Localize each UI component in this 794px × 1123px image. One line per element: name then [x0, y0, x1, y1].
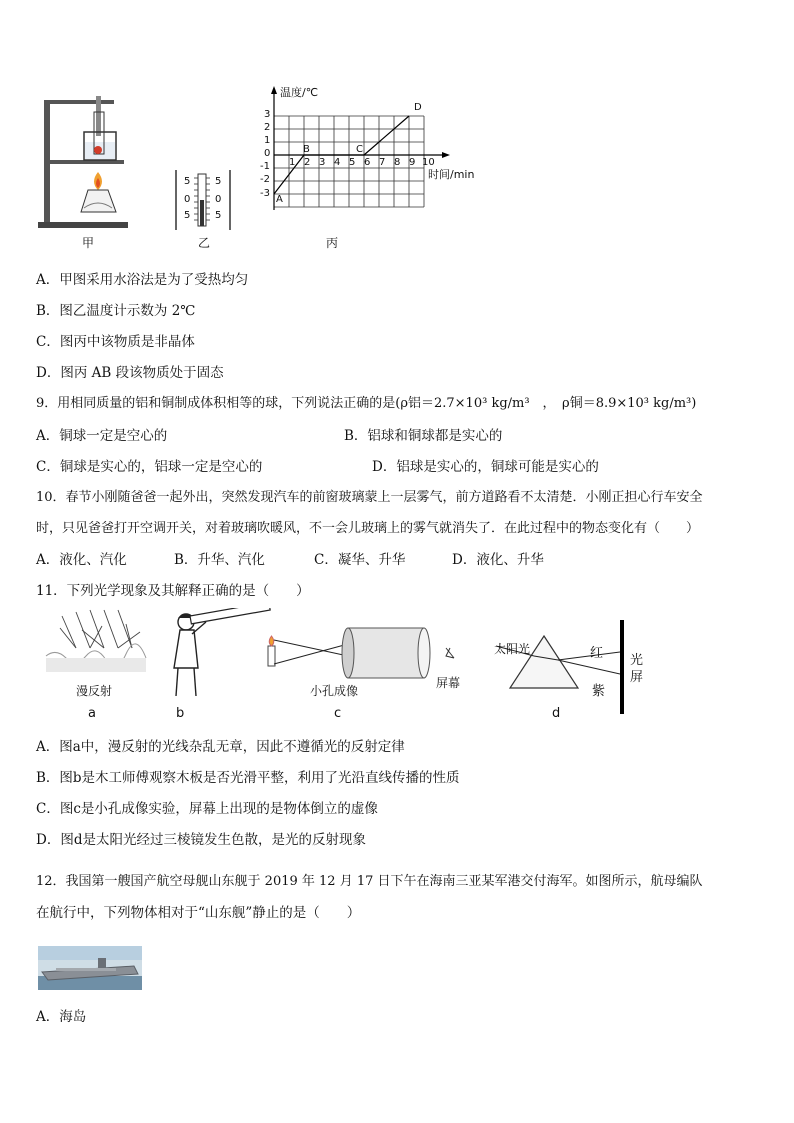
q9-option-d: D．铝球是实心的，铜球可能是实心的 — [372, 459, 599, 475]
fig-b-label: b — [176, 706, 185, 721]
q9-option-b: B．铝球和铜球都是实心的 — [344, 428, 503, 444]
y-tick-label: 3 — [264, 109, 271, 120]
q10-option-d: D．液化、升华 — [452, 552, 544, 568]
water-bath-apparatus-illustration — [36, 82, 136, 232]
x-tick-label: 3 — [319, 157, 326, 168]
thermo-left-label: 5 — [184, 176, 191, 187]
fig-d-purple-label: 紫 — [592, 684, 606, 699]
fig-c-screen-label: 屏幕 — [436, 676, 461, 690]
carpenter-sighting-illustration — [164, 608, 274, 698]
thermo-right-label: 5 — [215, 176, 222, 187]
fig-d-screen-label: 光屏 — [630, 653, 644, 685]
x-tick-label: 5 — [349, 157, 356, 168]
thermo-left-label: 5 — [184, 210, 191, 221]
diffuse-reflection-illustration — [42, 608, 152, 678]
q10-stem-line2: 时，只见爸爸打开空调开关，对着玻璃吹暖风，不一会儿玻璃上的雾气就消失了．在此过程中的物态变化有（ ） — [36, 521, 700, 536]
x-tick-label: 9 — [409, 157, 416, 168]
q9-stem: 9．用相同质量的铝和铜制成体积相等的球，下列说法正确的是(ρ铝＝2.7×10³ kg/m³ ， ρ铜＝8.9×10³ kg/m³) — [36, 396, 697, 411]
thermo-left-label: 0 — [184, 194, 191, 205]
figure-8 — [36, 82, 486, 252]
figure-11 — [36, 608, 644, 726]
x-tick-label: 10 — [422, 157, 435, 168]
q9-option-a: A．铜球一定是空心的 — [36, 428, 168, 444]
fig-a-label: a — [88, 706, 96, 721]
y-tick-label: -1 — [260, 161, 270, 172]
x-tick-label: 4 — [334, 157, 341, 168]
point-label-a: A — [276, 194, 283, 205]
figure-label-yi: 乙 — [198, 236, 211, 250]
q10-option-b: B．升华、汽化 — [174, 552, 265, 568]
q11-option-d: D．图d是太阳光经过三棱镜发生色散，是光的反射现象 — [36, 832, 366, 848]
q11-option-b: B．图b是木工师傅观察木板是否光滑平整，利用了光沿直线传播的性质 — [36, 770, 460, 786]
fig-d-label: d — [552, 706, 561, 721]
point-label-d: D — [414, 102, 422, 113]
thermometer-illustration — [172, 170, 232, 232]
q8-option-b: B．图乙温度计示数为 2℃ — [36, 303, 196, 319]
q8-option-c: C．图丙中该物质是非晶体 — [36, 334, 195, 350]
thermo-right-label: 5 — [215, 210, 222, 221]
fig-c-caption: 小孔成像 — [310, 684, 359, 698]
figure-label-jia: 甲 — [82, 236, 95, 250]
x-tick-label: 8 — [394, 157, 401, 168]
q12-stem-line1: 12．我国第一艘国产航空母舰山东舰于 2019 年 12 月 17 日下午在海南三亚某军港交付海军。如图所示，航母编队 — [36, 874, 703, 889]
x-tick-label: 7 — [379, 157, 386, 168]
aircraft-carrier-photo — [38, 946, 142, 990]
y-tick-label: 1 — [264, 135, 271, 146]
fig-d-red-label: 红 — [590, 646, 604, 661]
q9-option-c: C．铜球是实心的，铝球一定是空心的 — [36, 459, 263, 475]
q10-stem-line1: 10．春节小刚随爸爸一起外出，突然发现汽车的前窗玻璃蒙上一层雾气，前方道路看不太清楚．小刚正担心行车安全 — [36, 490, 703, 505]
graph-xlabel: 时间/min — [428, 168, 475, 181]
q8-option-a: A．甲图采用水浴法是为了受热均匀 — [36, 272, 249, 288]
fig-d-sunlight-label: 太阳光 — [494, 642, 531, 656]
q11-option-c: C．图c是小孔成像实验，屏幕上出现的是物体倒立的虚像 — [36, 801, 378, 817]
q8-option-d: D．图丙 AB 段该物质处于固态 — [36, 365, 224, 381]
prism-dispersion-illustration — [492, 618, 632, 716]
y-tick-label: -2 — [260, 174, 270, 185]
q12-option-a: A．海岛 — [36, 1009, 87, 1025]
fig-a-caption: 漫反射 — [76, 684, 113, 698]
x-tick-label: 6 — [364, 157, 371, 168]
y-tick-label: -3 — [260, 188, 270, 199]
y-tick-label: 2 — [264, 122, 271, 133]
point-label-c: C — [356, 144, 363, 155]
graph-ylabel: 温度/℃ — [280, 86, 319, 99]
x-tick-label: 1 — [289, 157, 296, 168]
fig-c-label: c — [334, 706, 342, 721]
x-tick-label: 2 — [304, 157, 311, 168]
q11-stem: 11．下列光学现象及其解释正确的是（ ） — [36, 583, 310, 599]
point-label-b: B — [303, 144, 310, 155]
q11-option-a: A．图a中，漫反射的光线杂乱无章，因此不遵循光的反射定律 — [36, 739, 405, 755]
pinhole-camera-illustration — [262, 618, 462, 688]
y-tick-label: 0 — [264, 148, 271, 159]
figure-label-bing: 丙 — [326, 236, 339, 250]
q10-option-a: A．液化、汽化 — [36, 552, 127, 568]
thermo-right-label: 0 — [215, 194, 222, 205]
q12-stem-line2: 在航行中，下列物体相对于“山东舰”静止的是（ ） — [36, 905, 361, 921]
q10-option-c: C．凝华、升华 — [314, 552, 406, 568]
